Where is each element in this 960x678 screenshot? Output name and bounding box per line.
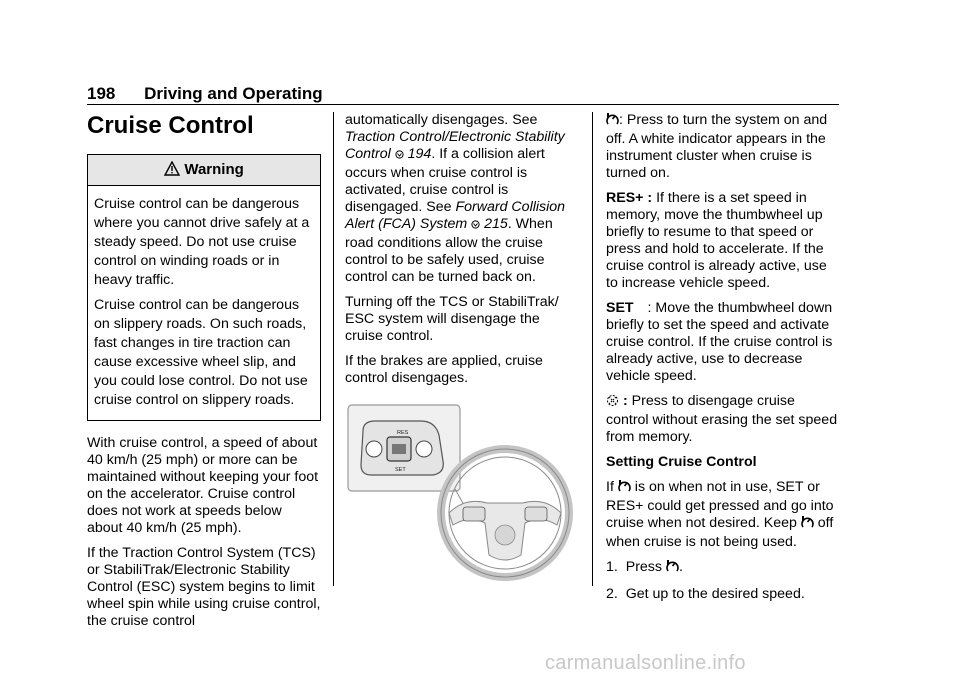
reference-arrow-icon [471, 218, 480, 235]
set-item [606, 300, 840, 385]
reference-arrow-icon [395, 148, 404, 165]
column-divider [592, 112, 593, 586]
set-label: SET [606, 300, 634, 316]
column-divider [333, 112, 334, 586]
text-run: . When road conditions allow the cruise control to be safely used, cruise control can be turned back on. [345, 216, 553, 285]
page-number: 198 [87, 84, 116, 103]
text-run: automatically disengages. See [345, 112, 538, 128]
body-paragraph [345, 112, 577, 286]
page-title: Cruise Control [87, 112, 254, 139]
cruise-control-icon [606, 112, 619, 131]
warning-heading-text: Warning [184, 161, 244, 178]
step-end: . [678, 559, 683, 575]
warning-box [87, 154, 321, 421]
cruise-cancel-icon [606, 394, 619, 412]
item-text: Press to disengage cruise control without erasing the set speed from memory. [606, 393, 838, 445]
step-2 [606, 586, 840, 603]
subheading: Setting Cruise Control [606, 454, 757, 470]
text-run: . If a collision alert occurs when cruise control is activated, cruise control is disengaged. See [345, 146, 545, 215]
cancel-item [606, 393, 840, 446]
section-title: Driving and Operating [144, 84, 323, 103]
text-run: is on when not in use, SET [634, 479, 804, 495]
text-run: or RES+ could get pressed and go into cruise when not desired. Keep [606, 479, 834, 531]
column-2 [345, 112, 577, 581]
watermark: carmanualsonline.info [545, 652, 746, 674]
text-run: off when cruise is not being used. [606, 515, 834, 550]
cross-reference-link[interactable]: Forward Collision Alert (FCA) System [345, 199, 566, 232]
step-text: Get up to the desired speed. [625, 586, 805, 602]
column-1 [87, 112, 321, 638]
page-reference[interactable]: 194 [407, 146, 432, 162]
cruise-control-icon [801, 515, 814, 534]
page-header [87, 84, 839, 104]
step-number: 1. [606, 559, 618, 575]
warning-paragraph-2: Cruise control can be dangerous on slippery roads. On such roads, fast changes in tire traction can cause excessive wheel slip, and you could lose control. Do not use cruise control on slippery roads. [94, 297, 308, 408]
text-run: If [606, 479, 614, 495]
item-text: : Press to turn the system on and off. A white indicator appears in the instrument cluster when cruise is turned on. [606, 112, 828, 181]
item-text: : Move the thumbwheel down briefly to set the speed and activate cruise control. If the cruise control is already active, use to decrease vehicle speed. [606, 300, 833, 384]
res-label: RES [397, 430, 409, 436]
set-label: SET [395, 467, 406, 473]
res-item [606, 190, 840, 292]
warning-triangle-icon [164, 161, 180, 180]
body-paragraph: If the Traction Control System (TCS) or StabiliTrak/Electronic Stability Control (ESC) system begins to limit wheel spin while using cruise control, the cruise control [87, 545, 321, 629]
body-paragraph: Turning off the TCS or StabiliTrak/ ESC system will disengage the cruise control. [345, 294, 559, 344]
res-label: RES+ : [606, 190, 653, 206]
warning-paragraph-1: Cruise control can be dangerous where you cannot drive safely at a steady speed. Do not use cruise control on winding roads or in heavy traffic. [94, 196, 310, 288]
body-paragraph: With cruise control, a speed of about 40 km/h (25 mph) or more can be maintained without keeping your foot on the accelerator. Cruise control does not work at speeds below about 40 km/h (25 mph). [87, 435, 319, 536]
page-reference[interactable]: 215 [484, 216, 508, 232]
body-paragraph [606, 479, 840, 551]
steering-wheel-figure [345, 395, 577, 581]
step-text: Press [625, 559, 662, 575]
steering-wheel-illustration [345, 395, 577, 581]
step-1 [606, 559, 840, 578]
step-number: 2. [606, 586, 618, 602]
cruise-onoff-item [606, 112, 840, 182]
cancel-label: : [622, 393, 628, 409]
warning-heading [88, 155, 320, 186]
cruise-control-icon [618, 479, 631, 498]
column-3 [606, 112, 840, 611]
cross-reference-link[interactable]: Traction Control/Electronic Stability Control [345, 129, 565, 162]
item-text: If there is a set speed in memory, move the thumbwheel up briefly to resume to that speed or press and hold to accelerate. If the cruise control is already active, use to increase vehicle speed. [606, 190, 827, 291]
header-rule [87, 104, 839, 105]
cruise-control-icon [666, 559, 679, 578]
body-paragraph: If the brakes are applied, cruise control disengages. [345, 353, 543, 386]
